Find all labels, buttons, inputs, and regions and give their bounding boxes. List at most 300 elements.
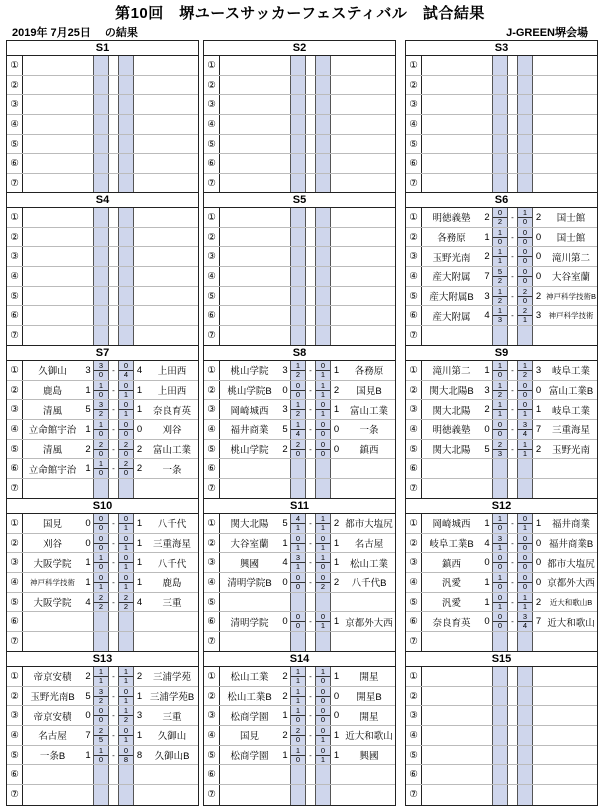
score-band-left <box>492 361 508 380</box>
match-number: ⑦ <box>7 174 23 194</box>
half-score-a-first: 0 <box>94 707 108 716</box>
half-score-a-second: 0 <box>295 448 301 458</box>
team-a: 松商学園 <box>230 751 269 763</box>
match-number: ① <box>406 56 422 75</box>
match-number: ④ <box>406 726 422 745</box>
court-name: S9 <box>406 346 597 361</box>
match-number: ⑥ <box>204 459 220 478</box>
team-b: 玉野光南 <box>551 445 590 457</box>
score-band-right <box>315 228 331 247</box>
team-a: 刈谷 <box>42 539 62 551</box>
match-row <box>406 228 597 248</box>
score-band-right <box>315 115 331 134</box>
score-band-right <box>315 56 331 75</box>
score-a-total: 0 <box>85 710 91 722</box>
score-b-total: 8 <box>136 749 143 761</box>
score-band-right <box>517 228 533 247</box>
match-number: ① <box>7 56 23 75</box>
half-score-b-first: 0 <box>316 574 330 583</box>
team-b: 神戸科学技術B <box>545 291 596 301</box>
score-band-left <box>93 400 109 419</box>
score-band-right <box>118 514 134 533</box>
score-band-left <box>290 765 306 784</box>
match-row <box>204 553 395 573</box>
score-band-left <box>492 420 508 439</box>
half-score-a-first: 1 <box>493 401 507 410</box>
match-row <box>7 228 198 248</box>
venue-name: J-GREEN堺会場 <box>506 27 588 39</box>
half-score-a-second: 1 <box>295 695 301 705</box>
match-number: ⑥ <box>7 612 23 631</box>
half-score-a-second: 2 <box>98 601 104 611</box>
team-a: 汎愛 <box>441 578 461 590</box>
match-number: ② <box>406 76 422 95</box>
score-band-left <box>492 400 508 419</box>
half-score-a-first: 3 <box>291 554 305 563</box>
half-score-a-first: 0 <box>94 574 108 583</box>
half-score-a-first: 1 <box>94 421 108 430</box>
score-band-left <box>492 306 508 325</box>
match-number: ① <box>204 361 220 380</box>
match-row <box>406 746 597 766</box>
match-number: ① <box>406 361 422 380</box>
half-score-a-first: 1 <box>493 229 507 238</box>
court-panel <box>6 498 199 653</box>
match-number: ② <box>7 534 23 553</box>
court-panel <box>203 40 396 195</box>
score-band-right <box>118 174 134 194</box>
half-score-a-second: 0 <box>497 236 503 246</box>
match-number: ⑦ <box>406 326 422 346</box>
score-band-left <box>93 115 109 134</box>
score-band-left <box>290 174 306 194</box>
match-row <box>204 420 395 440</box>
score-separator: - <box>112 558 115 568</box>
score-separator: - <box>309 518 312 528</box>
team-b: 富山工業B <box>548 386 594 398</box>
score-separator: - <box>309 577 312 587</box>
match-row <box>204 706 395 726</box>
score-separator: - <box>112 385 115 395</box>
match-number: ③ <box>204 247 220 266</box>
score-band-right <box>315 667 331 686</box>
court-panel <box>203 651 396 806</box>
match-row <box>204 785 395 805</box>
score-separator: - <box>309 671 312 681</box>
half-score-b-second: 1 <box>320 523 326 532</box>
half-score-a-second: 0 <box>295 715 301 725</box>
score-band-left <box>492 287 508 306</box>
score-separator: - <box>112 405 115 415</box>
score-band-left <box>492 553 508 572</box>
score-band-left <box>492 706 508 725</box>
match-row <box>7 573 198 593</box>
score-separator: - <box>511 577 514 587</box>
score-separator: - <box>112 750 115 760</box>
half-score-b-second: 0 <box>522 256 528 266</box>
score-a-total: 0 <box>282 384 288 396</box>
score-separator: - <box>112 424 115 434</box>
score-band-left <box>93 459 109 478</box>
score-a-total: 1 <box>484 576 490 588</box>
score-band-right <box>118 400 134 419</box>
half-score-b-second: 2 <box>320 582 326 592</box>
match-number: ⑥ <box>7 459 23 478</box>
match-row <box>204 361 395 381</box>
court-panel <box>6 345 199 500</box>
score-band-right <box>315 785 331 805</box>
half-score-a-first: 1 <box>291 421 305 430</box>
match-row <box>204 765 395 785</box>
match-row <box>204 573 395 593</box>
half-score-b-first: 0 <box>316 613 330 622</box>
court-name: S8 <box>204 346 395 361</box>
team-b: 開星 <box>359 711 379 723</box>
half-score-b-first: 1 <box>518 441 532 450</box>
match-row <box>204 76 395 96</box>
score-band-left <box>290 573 306 592</box>
team-a: 滝川第二 <box>432 366 471 378</box>
score-band-left <box>492 479 508 499</box>
match-number: ⑤ <box>204 135 220 154</box>
team-b: 富山工業 <box>349 405 388 417</box>
half-score-a-first: 3 <box>94 401 108 410</box>
match-number: ④ <box>7 267 23 286</box>
score-b-total: 0 <box>535 537 542 549</box>
half-score-a-second: 1 <box>98 676 104 685</box>
match-row <box>7 208 198 228</box>
half-score-b-second: 0 <box>320 676 326 685</box>
score-separator: - <box>112 671 115 681</box>
score-band-right <box>315 514 331 533</box>
team-a: 鹿島 <box>42 386 62 398</box>
score-separator: - <box>511 558 514 568</box>
team-b: 興國 <box>359 751 379 763</box>
court-name: S7 <box>7 346 198 361</box>
score-b-total: 3 <box>535 364 542 376</box>
score-band-left <box>93 573 109 592</box>
half-score-a-first: 0 <box>493 613 507 622</box>
half-score-a-second: 0 <box>295 389 301 399</box>
score-separator: - <box>511 444 514 454</box>
half-score-b-first: 0 <box>119 554 133 563</box>
score-band-left <box>290 135 306 154</box>
half-score-b-second: 1 <box>320 370 326 379</box>
match-number: ⑤ <box>406 135 422 154</box>
team-a: 関大北陽 <box>432 445 471 457</box>
half-score-a-second: 0 <box>497 621 503 631</box>
team-a: 明徳義塾 <box>432 425 471 437</box>
half-score-b-first: 1 <box>316 515 330 524</box>
match-number: ④ <box>204 267 220 286</box>
score-b-total: 2 <box>333 384 340 396</box>
court-panel <box>203 192 396 347</box>
half-score-b-second: 1 <box>123 695 129 705</box>
half-score-a-second: 0 <box>98 370 104 379</box>
half-score-a-first: 5 <box>493 268 507 277</box>
match-number: ② <box>406 228 422 247</box>
score-b-total: 1 <box>136 729 143 741</box>
match-row <box>7 381 198 401</box>
score-band-right <box>315 632 331 652</box>
score-band-left <box>290 459 306 478</box>
team-b: 三浦学苑 <box>152 672 191 684</box>
score-a-total: 1 <box>282 749 288 761</box>
team-a: 明徳義塾 <box>432 213 471 225</box>
score-b-total: 0 <box>333 443 340 455</box>
match-row <box>204 726 395 746</box>
half-score-b-second: 0 <box>320 695 326 705</box>
score-band-left <box>290 420 306 439</box>
half-score-b-second: 4 <box>123 370 129 379</box>
half-score-b-first: 0 <box>316 688 330 697</box>
team-a: 桃山学院 <box>230 366 269 378</box>
match-row <box>204 381 395 401</box>
team-b: 久御山B <box>154 751 190 763</box>
score-a-total: 5 <box>85 404 91 416</box>
score-band-left <box>290 208 306 227</box>
half-score-a-first: 1 <box>291 401 305 410</box>
team-b: 富山工業 <box>152 445 191 457</box>
score-a-total: 1 <box>484 364 490 376</box>
match-row <box>204 440 395 460</box>
half-score-a-first: 0 <box>493 554 507 563</box>
score-band-right <box>315 400 331 419</box>
team-b: 開星 <box>359 672 379 684</box>
score-b-total: 1 <box>136 557 143 569</box>
score-band-right <box>118 115 134 134</box>
match-row <box>7 326 198 346</box>
score-b-total: 1 <box>333 557 340 569</box>
score-separator: - <box>112 464 115 474</box>
half-score-a-second: 2 <box>497 295 503 305</box>
match-row <box>406 632 597 652</box>
score-band-right <box>315 361 331 380</box>
score-band-right <box>315 76 331 95</box>
match-row <box>406 612 597 632</box>
half-score-b-second: 0 <box>123 468 129 478</box>
score-band-left <box>93 706 109 725</box>
score-band-left <box>93 420 109 439</box>
score-separator: - <box>309 424 312 434</box>
score-band-left <box>492 534 508 553</box>
score-band-right <box>315 479 331 499</box>
score-b-total: 0 <box>535 557 542 569</box>
score-a-total: 3 <box>282 404 288 416</box>
court-name: S11 <box>204 499 395 514</box>
score-b-total: 0 <box>333 423 340 435</box>
match-row <box>406 785 597 805</box>
score-separator: - <box>112 691 115 701</box>
half-score-a-second: 0 <box>295 735 301 745</box>
score-band-left <box>290 306 306 325</box>
half-score-a-first: 3 <box>94 688 108 697</box>
score-band-right <box>517 765 533 784</box>
match-number: ④ <box>204 573 220 592</box>
score-a-total: 1 <box>85 557 91 569</box>
score-a-total: 1 <box>85 463 91 475</box>
half-score-b-second: 1 <box>123 582 129 592</box>
match-row <box>406 135 597 155</box>
score-a-total: 2 <box>85 670 91 682</box>
match-number: ① <box>7 667 23 686</box>
score-a-total: 0 <box>282 616 288 628</box>
match-row <box>204 287 395 307</box>
score-a-total: 0 <box>282 576 288 588</box>
score-b-total: 2 <box>333 576 340 588</box>
score-a-total: 4 <box>484 310 490 322</box>
score-band-right <box>315 135 331 154</box>
score-band-left <box>290 612 306 631</box>
half-score-a-first: 1 <box>291 668 305 677</box>
score-band-right <box>118 154 134 173</box>
score-band-right <box>118 553 134 572</box>
score-b-total: 0 <box>333 710 340 722</box>
match-number: ⑦ <box>406 632 422 652</box>
team-a: 産大附属 <box>432 272 471 284</box>
score-band-left <box>93 154 109 173</box>
score-band-right <box>118 287 134 306</box>
match-row <box>406 440 597 460</box>
team-b: 鎮西 <box>359 445 379 457</box>
half-score-a-second: 1 <box>497 601 503 611</box>
half-score-a-first: 1 <box>291 362 305 371</box>
score-b-total: 1 <box>333 670 340 682</box>
half-score-a-first: 0 <box>291 535 305 544</box>
half-score-b-first: 1 <box>119 707 133 716</box>
score-b-total: 1 <box>333 404 340 416</box>
match-row <box>7 765 198 785</box>
half-score-b-first: 0 <box>518 268 532 277</box>
half-score-b-second: 0 <box>522 217 528 226</box>
half-score-b-second: 1 <box>123 409 129 419</box>
team-b: 滝川第二 <box>551 252 590 264</box>
score-band-right <box>118 247 134 266</box>
half-score-b-second: 1 <box>123 389 129 399</box>
match-row <box>7 174 198 194</box>
score-band-right <box>118 687 134 706</box>
score-a-total: 1 <box>85 423 91 435</box>
score-band-left <box>290 593 306 612</box>
team-b: 一条 <box>359 425 379 437</box>
match-number: ③ <box>406 247 422 266</box>
score-b-total: 1 <box>136 404 143 416</box>
match-number: ③ <box>204 95 220 114</box>
team-a: 関大北陽B <box>429 386 474 398</box>
half-score-b-second: 0 <box>320 715 326 725</box>
half-score-b-second: 1 <box>320 621 326 631</box>
match-row <box>204 612 395 632</box>
half-score-b-first: 0 <box>119 535 133 544</box>
half-score-a-first: 0 <box>291 574 305 583</box>
score-band-right <box>517 573 533 592</box>
score-band-right <box>315 381 331 400</box>
match-row <box>7 612 198 632</box>
score-band-left <box>290 514 306 533</box>
half-score-a-second: 2 <box>497 276 503 286</box>
score-band-left <box>93 687 109 706</box>
match-row <box>406 726 597 746</box>
score-separator: - <box>309 730 312 740</box>
half-score-a-second: 3 <box>497 448 503 458</box>
score-band-left <box>290 228 306 247</box>
match-row <box>204 667 395 687</box>
half-score-a-second: 2 <box>295 409 301 419</box>
half-score-b-first: 0 <box>119 727 133 736</box>
half-score-a-first: 1 <box>493 307 507 316</box>
half-score-b-first: 0 <box>518 401 532 410</box>
score-band-right <box>118 76 134 95</box>
match-number: ⑦ <box>7 326 23 346</box>
half-score-a-first: 1 <box>493 288 507 297</box>
half-score-b-first: 0 <box>518 229 532 238</box>
match-row <box>406 115 597 135</box>
score-band-right <box>517 326 533 346</box>
score-band-right <box>315 593 331 612</box>
match-number: ⑥ <box>204 154 220 173</box>
team-a: 清風 <box>42 445 62 457</box>
score-band-left <box>93 361 109 380</box>
score-separator: - <box>112 538 115 548</box>
match-row <box>7 479 198 499</box>
score-band-right <box>118 420 134 439</box>
half-score-b-second: 0 <box>522 276 528 286</box>
score-b-total: 7 <box>535 616 542 628</box>
score-a-total: 0 <box>85 517 91 529</box>
score-a-total: 3 <box>282 364 288 376</box>
team-b: 岐阜工業 <box>551 405 590 417</box>
match-number: ⑥ <box>406 306 422 325</box>
score-separator: - <box>511 538 514 548</box>
court-panel <box>6 40 199 195</box>
score-b-total: 1 <box>333 749 340 761</box>
match-row <box>406 326 597 346</box>
team-a: 桃山学院B <box>227 386 272 398</box>
score-a-total: 4 <box>85 596 91 608</box>
team-b: 刈谷 <box>162 425 182 437</box>
score-separator: - <box>511 311 514 321</box>
half-score-b-second: 1 <box>123 542 129 552</box>
team-b: 三重 <box>162 711 182 723</box>
court-name: S5 <box>204 193 395 208</box>
half-score-a-first: 2 <box>291 441 305 450</box>
court-panel <box>405 345 598 500</box>
score-band-left <box>290 726 306 745</box>
score-b-total: 0 <box>136 423 143 435</box>
score-band-right <box>118 459 134 478</box>
score-a-total: 0 <box>85 537 91 549</box>
match-row <box>204 174 395 194</box>
score-band-right <box>118 785 134 805</box>
score-band-left <box>290 267 306 286</box>
match-number: ⑤ <box>406 287 422 306</box>
score-a-total: 5 <box>282 517 288 529</box>
match-row <box>7 534 198 554</box>
page-title: 第10回 堺ユースサッカーフェスティバル 試合結果 <box>115 5 485 22</box>
match-row <box>406 174 597 194</box>
score-band-right <box>517 479 533 499</box>
score-separator: - <box>309 444 312 454</box>
score-a-total: 1 <box>484 517 490 529</box>
match-number: ⑥ <box>204 306 220 325</box>
half-score-b-first: 0 <box>518 574 532 583</box>
score-band-right <box>315 267 331 286</box>
score-a-total: 2 <box>282 729 288 741</box>
score-band-left <box>290 785 306 805</box>
team-b: 近大和歌山 <box>345 731 393 743</box>
score-band-left <box>290 76 306 95</box>
score-band-left <box>93 306 109 325</box>
